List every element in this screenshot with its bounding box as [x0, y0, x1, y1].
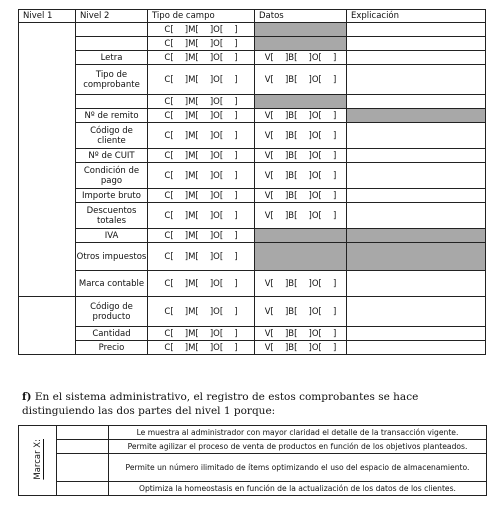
tipo-campo-checkboxes[interactable]: C[ ]M[ ]O[ ] [148, 189, 255, 203]
nivel2-cell: Código de cliente [76, 123, 148, 149]
datos-checkboxes[interactable]: V[ ]B[ ]O[ ] [255, 65, 347, 95]
tipo-campo-checkboxes[interactable]: C[ ]M[ ]O[ ] [148, 95, 255, 109]
tipo-campo-checkboxes[interactable]: C[ ]M[ ]O[ ] [148, 327, 255, 341]
table-row [19, 109, 486, 123]
tipo-campo-checkboxes[interactable]: C[ ]M[ ]O[ ] [148, 341, 255, 355]
tipo-campo-checkboxes[interactable]: C[ ]M[ ]O[ ] [148, 123, 255, 149]
question-text: En el sistema administrativo, el registro de estos comprobantes se hace distinguiendo las dos partes del nivel 1 porque: [22, 391, 419, 417]
fields-table [18, 9, 486, 355]
option-row [19, 440, 487, 454]
tipo-campo-checkboxes[interactable]: C[ ]M[ ]O[ ] [148, 51, 255, 65]
datos-checkboxes[interactable]: V[ ]B[ ]O[ ] [255, 327, 347, 341]
datos-gray-cell [255, 95, 347, 109]
nivel2-cell: Nº de CUIT [76, 149, 148, 163]
explicacion-cell[interactable] [347, 51, 486, 65]
option-text: Permite un número ilimitado de ítems optimizando el uso del espacio de almacenamiento. [109, 454, 487, 482]
table-row [19, 341, 486, 355]
marcar-label: Marcar X: [32, 438, 43, 480]
header-datos: Datos [255, 10, 347, 23]
nivel2-cell: Tipo de comprobante [76, 65, 148, 95]
nivel2-cell: Nº de remito [76, 109, 148, 123]
option-row [19, 454, 487, 482]
explicacion-cell[interactable] [347, 341, 486, 355]
question-label: f) [22, 391, 32, 403]
nivel2-cell: IVA [76, 229, 148, 243]
explicacion-cell[interactable] [347, 23, 486, 37]
option-mark-box[interactable] [57, 454, 109, 482]
option-mark-box[interactable] [57, 440, 109, 454]
option-text: Optimiza la homeostasis en función de la actualización de los datos de los clientes. [109, 482, 487, 496]
datos-checkboxes[interactable]: V[ ]B[ ]O[ ] [255, 341, 347, 355]
option-row [19, 482, 487, 496]
option-text: Permite agilizar el proceso de venta de productos en función de los objetivos planteados. [109, 440, 487, 454]
table-row [19, 203, 486, 229]
explicacion-cell[interactable] [347, 163, 486, 189]
datos-checkboxes[interactable]: V[ ]B[ ]O[ ] [255, 163, 347, 189]
table-row [19, 271, 486, 297]
datos-checkboxes[interactable]: V[ ]B[ ]O[ ] [255, 109, 347, 123]
table-row [19, 243, 486, 271]
option-mark-box[interactable] [57, 426, 109, 440]
explicacion-cell[interactable] [347, 203, 486, 229]
header-nivel2: Nivel 2 [76, 10, 148, 23]
header-tipo-campo: Tipo de campo [148, 10, 255, 23]
option-row [19, 426, 487, 440]
nivel2-cell: Cantidad [76, 327, 148, 341]
tipo-campo-checkboxes[interactable]: C[ ]M[ ]O[ ] [148, 243, 255, 271]
table-row [19, 297, 486, 327]
datos-gray-cell [255, 243, 347, 271]
tipo-campo-checkboxes[interactable]: C[ ]M[ ]O[ ] [148, 149, 255, 163]
datos-gray-cell [255, 37, 347, 51]
explicacion-cell[interactable] [347, 189, 486, 203]
datos-checkboxes[interactable]: V[ ]B[ ]O[ ] [255, 149, 347, 163]
explicacion-cell[interactable] [347, 297, 486, 327]
table-row [19, 23, 486, 37]
nivel1-encabezado-cell [19, 23, 76, 297]
datos-checkboxes[interactable]: V[ ]B[ ]O[ ] [255, 271, 347, 297]
question-f [22, 390, 490, 418]
nivel2-cell: Otros impuestos [76, 243, 148, 271]
header-nivel1: Nivel 1 [19, 10, 76, 23]
datos-checkboxes[interactable]: V[ ]B[ ]O[ ] [255, 189, 347, 203]
tipo-campo-checkboxes[interactable]: C[ ]M[ ]O[ ] [148, 203, 255, 229]
datos-checkboxes[interactable]: V[ ]B[ ]O[ ] [255, 297, 347, 327]
nivel2-cell: Precio [76, 341, 148, 355]
tipo-campo-checkboxes[interactable]: C[ ]M[ ]O[ ] [148, 297, 255, 327]
tipo-campo-checkboxes[interactable]: C[ ]M[ ]O[ ] [148, 109, 255, 123]
tipo-campo-checkboxes[interactable]: C[ ]M[ ]O[ ] [148, 37, 255, 51]
tipo-campo-checkboxes[interactable]: C[ ]M[ ]O[ ] [148, 163, 255, 189]
nivel2-cell [76, 95, 148, 109]
nivel2-cell [76, 23, 148, 37]
table-row [19, 65, 486, 95]
options-table [18, 425, 487, 496]
explicacion-cell[interactable] [347, 327, 486, 341]
option-mark-box[interactable] [57, 482, 109, 496]
header-explicacion: Explicación [347, 10, 486, 23]
table-row [19, 37, 486, 51]
nivel2-cell [76, 37, 148, 51]
table-row [19, 229, 486, 243]
explicacion-cell[interactable] [347, 65, 486, 95]
option-text: Le muestra al administrador con mayor claridad el detalle de la transacción vigente. [109, 426, 487, 440]
table-header-row [19, 10, 486, 23]
datos-checkboxes[interactable]: V[ ]B[ ]O[ ] [255, 123, 347, 149]
tipo-campo-checkboxes[interactable]: C[ ]M[ ]O[ ] [148, 229, 255, 243]
nivel2-cell: Importe bruto [76, 189, 148, 203]
datos-checkboxes[interactable]: V[ ]B[ ]O[ ] [255, 51, 347, 65]
nivel1-detalle-cell [19, 297, 76, 355]
explicacion-gray-cell [347, 109, 486, 123]
table-row [19, 149, 486, 163]
table-row [19, 51, 486, 65]
explicacion-cell[interactable] [347, 149, 486, 163]
explicacion-gray-cell [347, 229, 486, 243]
nivel2-cell: Código de producto [76, 297, 148, 327]
explicacion-gray-cell [347, 243, 486, 271]
table-row [19, 95, 486, 109]
marcar-cell [19, 426, 57, 496]
table-row [19, 163, 486, 189]
nivel2-cell: Marca contable [76, 271, 148, 297]
explicacion-cell[interactable] [347, 95, 486, 109]
explicacion-cell[interactable] [347, 123, 486, 149]
tipo-campo-checkboxes[interactable]: C[ ]M[ ]O[ ] [148, 271, 255, 297]
table-row [19, 189, 486, 203]
tipo-campo-checkboxes[interactable]: C[ ]M[ ]O[ ] [148, 65, 255, 95]
datos-gray-cell [255, 229, 347, 243]
table-row [19, 327, 486, 341]
table-row [19, 123, 486, 149]
nivel2-cell: Condición de pago [76, 163, 148, 189]
nivel2-cell: Descuentos totales [76, 203, 148, 229]
nivel2-cell: Letra [76, 51, 148, 65]
datos-gray-cell [255, 23, 347, 37]
explicacion-cell[interactable] [347, 37, 486, 51]
tipo-campo-checkboxes[interactable]: C[ ]M[ ]O[ ] [148, 23, 255, 37]
explicacion-cell[interactable] [347, 271, 486, 297]
datos-checkboxes[interactable]: V[ ]B[ ]O[ ] [255, 203, 347, 229]
